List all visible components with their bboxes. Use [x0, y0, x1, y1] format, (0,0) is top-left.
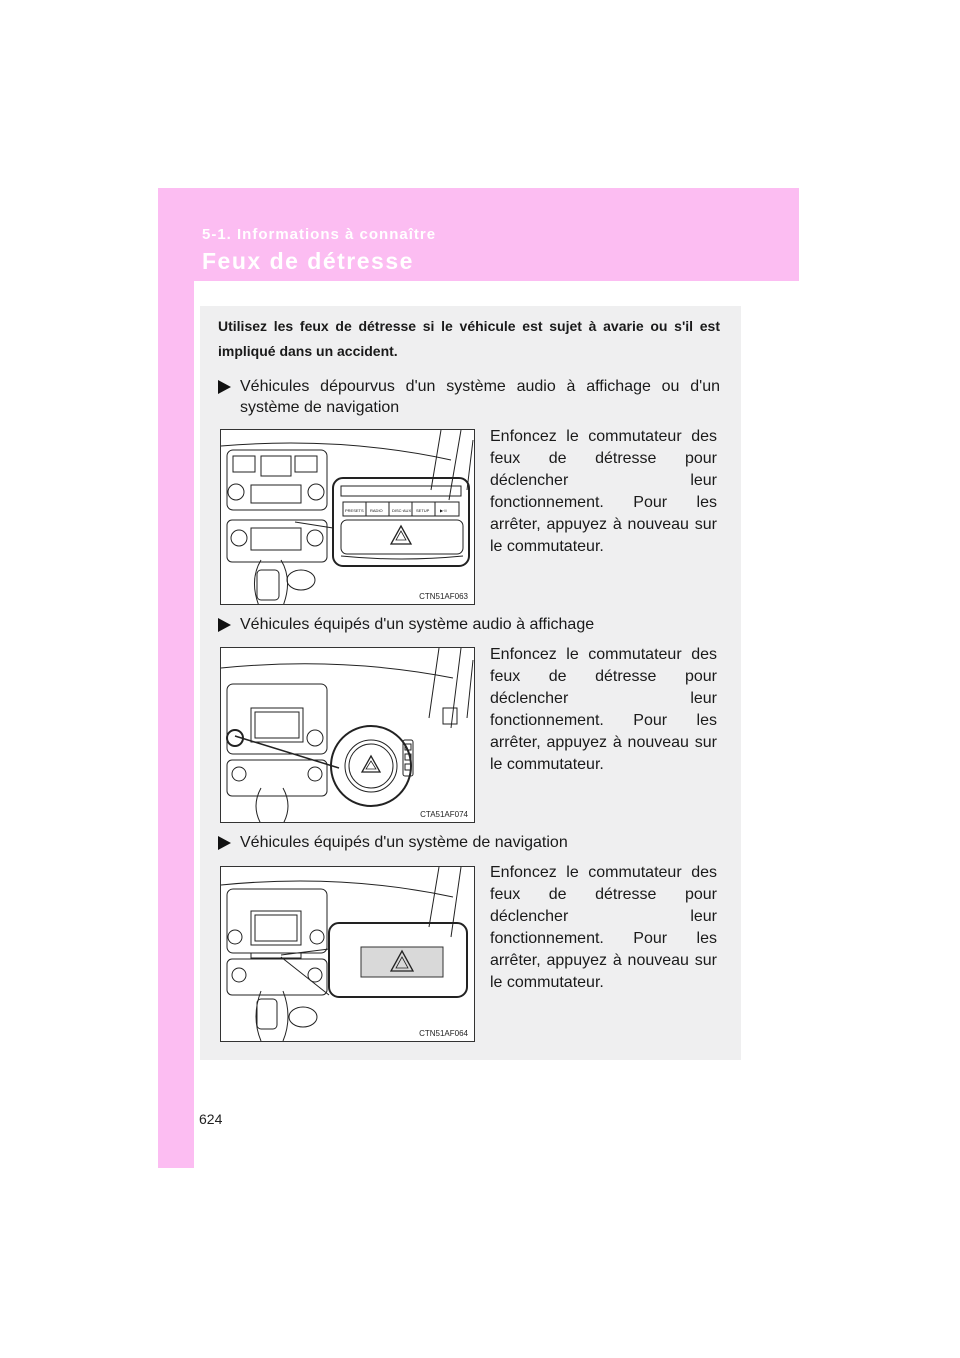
description-2: Enfoncez le commutateur des feux de détresse pour déclencher leur fonctionnement. Pour les arrêter, appuyez à nouveau sur le commutateur.: [490, 646, 717, 773]
dashboard-illustration-3: [221, 867, 475, 1041]
bullet-text: Véhicules équipés d'un système audio à affichage: [240, 616, 595, 633]
arrow-bullet-icon: [218, 380, 231, 394]
bullet-text: Véhicules dépourvus d'un système audio à affichage ou d'un système de navigation: [240, 378, 720, 416]
section-label: 5-1. Informations à connaître: [202, 226, 437, 243]
page-number: 624: [199, 1111, 223, 1127]
bullet-audio-display: [218, 614, 720, 635]
bullet-navigation: [218, 832, 720, 853]
dashboard-illustration-1: [221, 430, 475, 605]
arrow-bullet-icon: [218, 618, 231, 632]
page-header: [158, 188, 799, 281]
description-3: Enfoncez le commutateur des feux de détresse pour déclencher leur fonctionnement. Pour les arrêter, appuyez à nouveau sur le commutateur.: [490, 864, 717, 991]
fig1-btn-setup: SETUP: [416, 508, 430, 513]
bullet-text: Véhicules équipés d'un système de navigation: [240, 834, 568, 851]
description-1: Enfoncez le commutateur des feux de détresse pour déclencher leur fonctionnement. Pour les arrêter, appuyez à nouveau sur le commutateur.: [490, 428, 717, 555]
page-title: Feux de détresse: [202, 248, 414, 274]
dashboard-illustration-2: [221, 648, 475, 823]
arrow-bullet-icon: [218, 836, 231, 850]
fig1-btn-radio: RADIO: [370, 508, 383, 513]
content-panel: [200, 306, 741, 1060]
figure-dashboard-2: [220, 647, 475, 823]
intro-text: Utilisez les feux de détresse si le véhicule est sujet à avarie ou s'il est impliqué dans un accident.: [218, 318, 720, 359]
figure-code: CTN51AF063: [419, 592, 468, 601]
fig1-btn-presets: PRESETS: [345, 508, 364, 513]
side-margin-bar: [158, 188, 194, 1168]
figure-code: CTA51AF074: [420, 810, 468, 819]
fig1-btn-play: ▶·II: [440, 508, 447, 513]
bullet-no-audio-display: [218, 376, 720, 418]
figure-dashboard-1: [220, 429, 475, 605]
fig1-btn-disc: DISC·AUX: [392, 508, 412, 513]
figure-code: CTN51AF064: [419, 1029, 468, 1038]
figure-dashboard-3: [220, 866, 475, 1042]
